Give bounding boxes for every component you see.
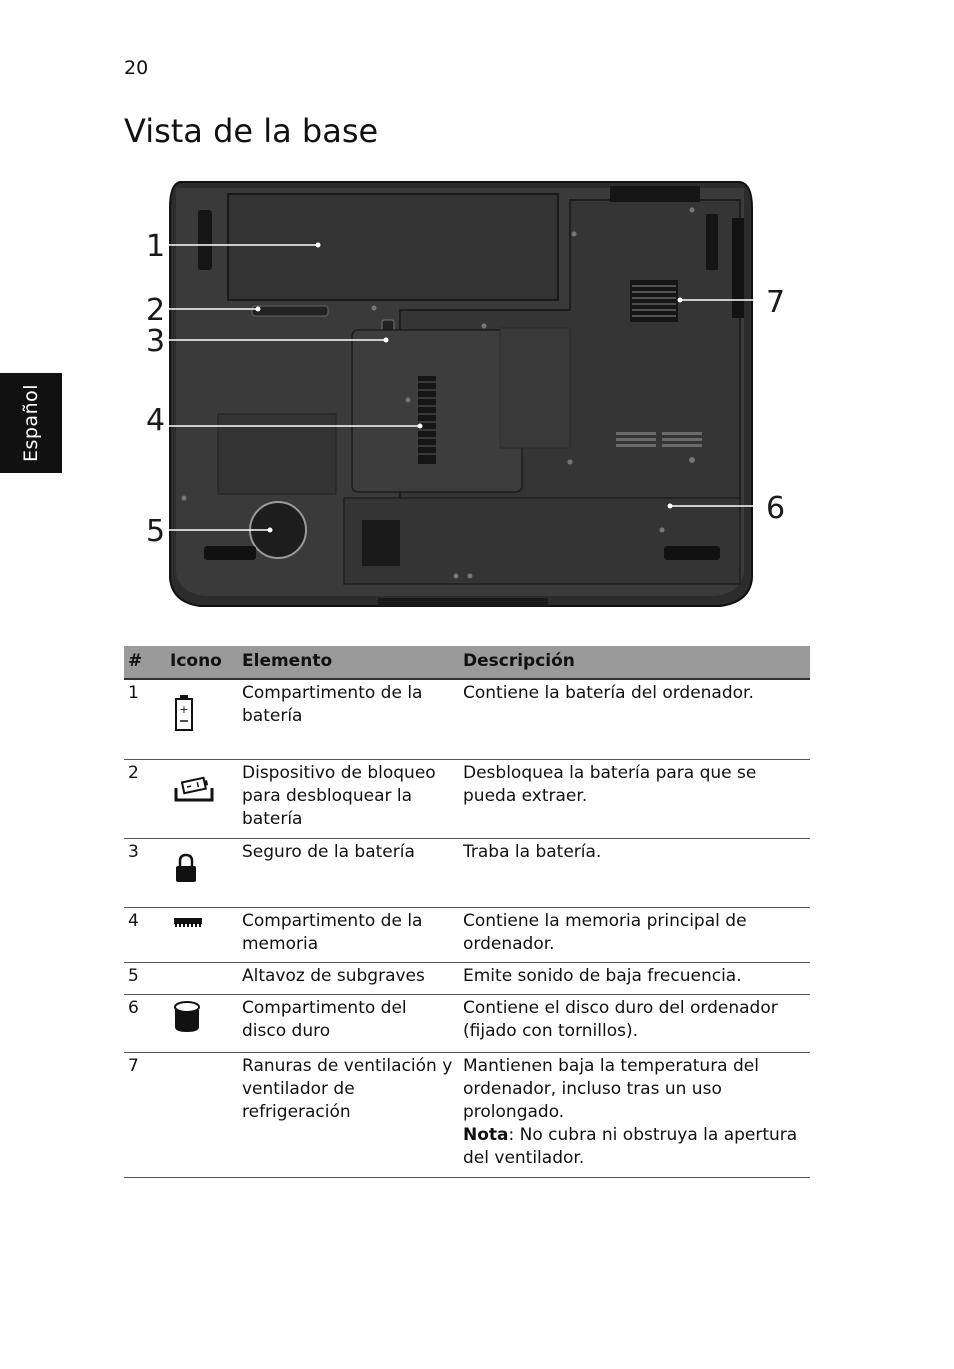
callout-5: 5 [146, 514, 166, 549]
lock-icon [174, 853, 198, 883]
table-row [124, 962, 810, 994]
row-num: 2 [124, 759, 166, 838]
battery-release-icon [174, 774, 214, 804]
table-row [124, 759, 810, 838]
callout-2: 2 [146, 293, 166, 328]
row-num: 1 [124, 679, 166, 759]
row-icon-cell [166, 994, 238, 1052]
row-icon-cell [166, 907, 238, 962]
table-row [124, 907, 810, 962]
header-element: Elemento [238, 646, 459, 679]
row-num: 7 [124, 1052, 166, 1177]
note-label: Nota [463, 1124, 509, 1145]
row-element: Compartimento de la batería [238, 679, 459, 759]
row-element: Compartimento del disco duro [238, 994, 459, 1052]
callout-6: 6 [766, 491, 786, 526]
row-icon-cell [166, 962, 238, 994]
side-tab-label: Español [20, 383, 42, 463]
battery-icon [174, 694, 194, 732]
row-description: Traba la batería. [459, 838, 810, 907]
row-description [459, 1052, 810, 1177]
row-element: Altavoz de subgraves [238, 962, 459, 994]
note [463, 1124, 806, 1170]
row-num: 3 [124, 838, 166, 907]
row-element: Ranuras de ventilación y ventilador de refrigeración [238, 1052, 459, 1177]
table-row [124, 838, 810, 907]
callout-1: 1 [146, 229, 166, 264]
callout-4: 4 [146, 403, 166, 438]
header-icon: Icono [166, 646, 238, 679]
table-row [124, 994, 810, 1052]
table-row [124, 1052, 810, 1177]
table-row [124, 679, 810, 759]
row-icon-cell [166, 679, 238, 759]
header-num: # [124, 646, 166, 679]
memory-icon [174, 916, 202, 928]
row-description: Contiene la memoria principal de ordenador. [459, 907, 810, 962]
row-description: Desbloquea la batería para que se pueda extraer. [459, 759, 810, 838]
row-icon-cell [166, 1052, 238, 1177]
page-title: Vista de la base [124, 112, 379, 150]
laptop-base-illustration [140, 178, 790, 618]
table-header-row [124, 646, 810, 679]
components-table [124, 646, 810, 1178]
row-element: Dispositivo de bloqueo para desbloquear la batería [238, 759, 459, 838]
row-icon-cell [166, 759, 238, 838]
page-number: 20 [124, 57, 149, 79]
row-description-text: Mantienen baja la temperatura del ordenador, incluso tras un uso prolongado. [463, 1055, 759, 1122]
note-text: : No cubra ni obstruya la apertura del ventilador. [463, 1124, 798, 1168]
row-element: Compartimento de la memoria [238, 907, 459, 962]
svg-text:+: + [179, 703, 189, 716]
callout-7: 7 [766, 285, 786, 320]
row-description: Contiene el disco duro del ordenador (fijado con tornillos). [459, 994, 810, 1052]
row-description: Contiene la batería del ordenador. [459, 679, 810, 759]
header-description: Descripción [459, 646, 810, 679]
hard-disk-icon [174, 1001, 200, 1033]
row-num: 5 [124, 962, 166, 994]
callout-3: 3 [146, 324, 166, 359]
row-num: 6 [124, 994, 166, 1052]
language-side-tab [0, 373, 62, 473]
row-icon-cell [166, 838, 238, 907]
laptop-base-figure [140, 178, 790, 618]
row-element: Seguro de la batería [238, 838, 459, 907]
row-description: Emite sonido de baja frecuencia. [459, 962, 810, 994]
row-num: 4 [124, 907, 166, 962]
